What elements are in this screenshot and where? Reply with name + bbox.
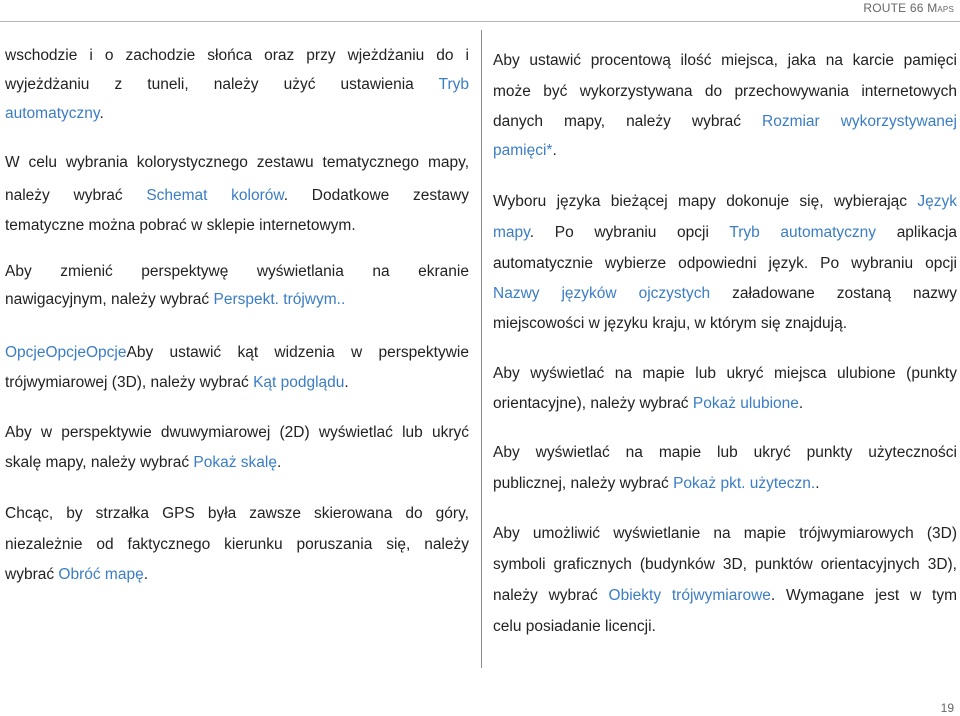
text-run: . — [344, 374, 349, 391]
menu-option-name: OpcjeOpcjeOpcje — [5, 344, 127, 361]
text-run: . — [99, 105, 104, 122]
running-header-title: ROUTE 66 Maps — [863, 1, 954, 15]
menu-option-name: Pokaż ulubione — [692, 395, 799, 412]
text-run: Aby w perspektywie dwuwymiarowej (2D) wyświetlać lub ukryć — [5, 424, 469, 441]
text-line — [493, 223, 957, 243]
menu-option-name: Obiekty trójwymiarowe — [608, 587, 771, 604]
text-line — [493, 443, 957, 463]
text-line — [5, 153, 469, 173]
text-run: Aby ustawić kąt widzenia w perspektywie — [126, 344, 469, 361]
text-run: . Wymagane jest w tym — [770, 587, 957, 604]
left-column — [5, 0, 469, 716]
text-line — [5, 216, 469, 236]
text-line — [493, 394, 957, 414]
menu-option-name: Pokaż skalę — [193, 454, 277, 471]
text-line — [493, 141, 957, 161]
text-line — [493, 51, 957, 71]
page-number: 19 — [940, 701, 954, 715]
menu-option-name: Schemat kolorów — [146, 187, 284, 204]
menu-option-name: automatyczny — [5, 105, 100, 122]
text-line — [493, 524, 957, 544]
text-line — [5, 186, 469, 206]
text-line — [5, 46, 469, 66]
menu-option-name: Kąt podglądu — [253, 374, 345, 391]
text-run: . — [276, 454, 282, 471]
menu-option-name: pamięci* — [493, 142, 553, 159]
text-line — [493, 192, 957, 212]
menu-option-name: Tryb automatyczny — [729, 224, 877, 241]
text-run: wybrać — [5, 566, 59, 583]
text-run: może być wykorzystywana do przechowywania internetowych — [493, 83, 957, 100]
text-run: nawigacyjnym, należy wybrać — [5, 291, 214, 308]
text-run: Aby ustawić procentową ilość miejsca, jaka na karcie pamięci — [493, 52, 957, 69]
text-run: Aby umożliwić wyświetlanie na mapie trójwymiarowych (3D) — [493, 525, 957, 542]
text-line — [493, 284, 957, 304]
text-line — [493, 555, 957, 575]
text-run: . Po wybraniu opcji — [529, 224, 730, 241]
text-run: symboli graficznych (budynków 3D, punktów orientacyjnych 3D), — [493, 556, 957, 573]
menu-option-name: Tryb — [438, 76, 469, 93]
text-run: Chcąc, by strzałka GPS była zawsze skierowana do góry, — [5, 505, 469, 522]
text-line — [5, 343, 469, 363]
text-run: . Dodatkowe zestawy — [283, 187, 469, 204]
text-run: . — [143, 566, 149, 583]
text-run: Aby wyświetlać na mapie lub ukryć miejsca ulubione (punkty — [493, 365, 957, 382]
text-run: celu posiadanie licencji. — [493, 618, 656, 635]
text-line — [5, 290, 469, 310]
text-line — [5, 373, 469, 393]
text-line — [493, 314, 957, 334]
text-run: trójwymiarowej (3D), należy wybrać — [5, 374, 254, 391]
text-run: automatycznie wybierze odpowiedni język. Po wybraniu opcji — [493, 255, 957, 272]
text-line — [5, 453, 469, 473]
menu-option-name: Nazwy języków ojczystych — [493, 285, 711, 302]
menu-option-name: Pokaż pkt. użyteczn. — [673, 475, 816, 492]
text-line — [5, 262, 469, 282]
text-run: W celu wybrania kolorystycznego zestawu tematycznego mapy, — [5, 154, 469, 171]
text-line — [493, 617, 957, 637]
text-run: . — [552, 142, 557, 159]
text-line — [5, 565, 469, 585]
text-run: Wyboru języka bieżącej mapy dokonuje się, wybierając — [493, 193, 918, 210]
text-run: wschodzie i o zachodzie słońca oraz przy wjeżdżaniu do i — [5, 47, 469, 64]
menu-option-name: Perspekt. trójwym.. — [213, 291, 346, 308]
menu-option-name: Rozmiar wykorzystywanej — [762, 113, 957, 130]
text-line — [493, 474, 957, 494]
text-run: Aby wyświetlać na mapie lub ukryć punkty użyteczności — [493, 444, 957, 461]
text-run: publicznej, należy wybrać — [493, 475, 674, 492]
text-run: należy wybrać — [5, 187, 147, 204]
text-run: . — [815, 475, 820, 492]
text-run: danych mapy, należy wybrać — [493, 113, 762, 130]
text-run: wyjeżdżaniu z tuneli, należy użyć ustawienia — [5, 76, 439, 93]
text-line — [493, 112, 957, 132]
column-divider — [481, 30, 482, 668]
text-run: tematyczne można pobrać w sklepie internetowym. — [5, 217, 356, 234]
text-run: skalę mapy, należy wybrać — [5, 454, 194, 471]
text-line — [5, 75, 469, 95]
text-run: . — [798, 395, 804, 412]
text-line — [5, 104, 469, 124]
menu-option-name: Język — [917, 193, 957, 210]
text-run: niezależnie od faktycznego kierunku poruszania się, należy — [5, 536, 469, 553]
text-line — [493, 82, 957, 102]
text-run: aplikacja — [876, 224, 958, 241]
text-line — [5, 423, 469, 443]
text-line — [493, 586, 957, 606]
right-column — [493, 0, 957, 716]
text-run: orientacyjne), należy wybrać — [493, 395, 693, 412]
text-line — [493, 364, 957, 384]
text-run: należy wybrać — [493, 587, 609, 604]
text-run: załadowane zostaną nazwy — [710, 285, 957, 302]
menu-option-name: mapy — [493, 224, 530, 241]
text-run: miejscowości w języku kraju, w którym się znajdują. — [493, 315, 848, 332]
text-line — [5, 535, 469, 555]
text-line — [5, 504, 469, 524]
text-line — [493, 254, 957, 274]
text-run: Aby zmienić perspektywę wyświetlania na ekranie — [5, 263, 469, 280]
menu-option-name: Obróć mapę — [58, 566, 144, 583]
